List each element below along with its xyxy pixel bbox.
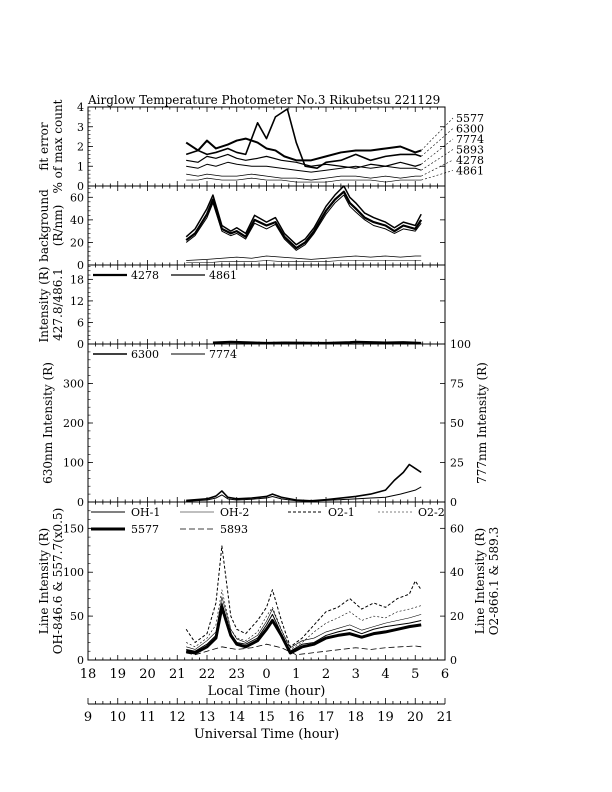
series-fit-error-4278	[186, 174, 421, 180]
line-intensity-legend-label: 5893	[220, 523, 248, 536]
oxygen-red-ytick-right-label: 100	[450, 338, 471, 351]
line-intensity-ylabel-right: Line Intensity (R)	[473, 527, 487, 635]
fit-error-ytick-label: 4	[77, 101, 84, 114]
fit-error-ytick-label: 2	[77, 140, 84, 154]
series-background-bg-e	[186, 260, 421, 262]
ut-tick-label: 19	[377, 710, 394, 725]
ut-tick-label: 15	[258, 710, 275, 725]
background-ytick-label: 40	[70, 213, 84, 227]
oxygen-red-ytick-label: 300	[63, 377, 84, 391]
line-intensity-ylabel-right: O2-866.1 & 589.3	[487, 526, 501, 636]
fit-error-ylabel: fit error	[37, 122, 51, 171]
series-background-bg-d	[186, 256, 421, 261]
panel-line-intensity	[37, 502, 501, 667]
line-intensity-legend-label: O2-1	[328, 506, 355, 519]
oxygen-red-frame	[88, 344, 445, 502]
fit-error-right-label: 5577	[456, 112, 484, 125]
series-blue-intensity-4861	[213, 343, 421, 344]
oxygen-red-ylabel-right: 777nm Intensity (R)	[475, 362, 489, 484]
ut-tick-label: 20	[406, 710, 424, 725]
fit-error-ytick-label: 1	[77, 160, 84, 174]
ut-tick-label: 9	[83, 710, 93, 725]
line-intensity-legend-label: 5577	[131, 523, 159, 536]
line-intensity-ytick-label: 100	[63, 566, 84, 580]
background-ytick-label: 60	[70, 191, 84, 205]
local-time-tick-label: 5	[411, 667, 420, 682]
fit-error-right-connector	[421, 118, 453, 150]
oxygen-red-ytick-right-label: 0	[450, 496, 457, 509]
fit-error-right-connector	[421, 129, 453, 157]
oxygen-red-ytick-right-label: 25	[450, 456, 464, 470]
panel-blue-intensity	[37, 265, 445, 351]
local-time-label: Local Time (hour)	[207, 684, 326, 699]
ut-tick-label: 12	[168, 710, 186, 725]
local-time-tick-label: 1	[292, 667, 301, 682]
oxygen-red-ylabel: 630nm Intensity (R)	[41, 362, 55, 484]
local-time-tick-label: 18	[79, 667, 97, 682]
oxygen-red-ytick-label: 0	[77, 496, 84, 509]
line-intensity-legend-label: OH-1	[131, 506, 161, 519]
background-ytick-label: 0	[77, 259, 84, 272]
line-intensity-ytick-label: 50	[70, 610, 84, 624]
oxygen-red-legend-label: 6300	[131, 348, 159, 361]
line-intensity-ytick-label: 0	[77, 654, 84, 667]
local-time-tick-label: 0	[262, 667, 271, 682]
oxygen-red-legend-label: 7774	[209, 348, 237, 361]
line-intensity-ytick-right-label: 20	[450, 610, 464, 624]
blue-intensity-ylabel: Intensity (R)	[37, 266, 51, 343]
ut-tick-label: 10	[109, 710, 127, 725]
ut-tick-label: 18	[347, 710, 365, 725]
line-intensity-ylabel: Line Intensity (R)	[37, 527, 51, 635]
blue-intensity-ytick-label: 6	[77, 316, 84, 330]
fit-error-right-label: 5893	[456, 143, 484, 157]
fit-error-right-label: 4861	[456, 164, 484, 178]
panel-fit-error	[37, 99, 484, 193]
fit-error-right-label: 7774	[456, 133, 484, 146]
oxygen-red-ytick-label: 100	[63, 456, 84, 470]
line-intensity-legend-label: O2-2	[418, 506, 445, 519]
panel-oxygen-red	[41, 338, 489, 509]
fit-error-right-connector	[421, 160, 453, 176]
line-intensity-ytick-right-label: 0	[450, 654, 457, 667]
blue-intensity-legend-label: 4278	[131, 269, 159, 282]
oxygen-red-ytick-right-label: 75	[450, 377, 464, 391]
background-ylabel: background	[37, 189, 51, 262]
local-time-tick-label: 6	[440, 667, 450, 682]
local-time-tick-label: 20	[139, 667, 156, 682]
local-time-tick-label: 22	[198, 667, 216, 682]
fit-error-ytick-label: 3	[77, 120, 84, 134]
local-time-tick-label: 23	[228, 667, 246, 682]
line-intensity-ytick-right-label: 40	[450, 566, 464, 580]
time-axes	[80, 667, 454, 742]
figure-title: Airglow Temperature Photometer No.3 Rikubetsu 221129	[88, 93, 441, 107]
panel-background	[37, 186, 445, 272]
oxygen-red-ytick-label: 200	[63, 417, 84, 430]
line-intensity-ylabel: OH-846.6 & 557.7(x0.5)	[51, 507, 65, 655]
background-ytick-label: 20	[70, 236, 84, 250]
ut-tick-label: 13	[198, 710, 216, 725]
fit-error-right-connector	[421, 150, 453, 171]
series-line-intensity-5577	[186, 607, 421, 653]
blue-intensity-ytick-label: 18	[70, 273, 84, 287]
fit-error-ylabel: % of max count	[51, 99, 65, 194]
line-intensity-ytick-label: 150	[63, 522, 84, 536]
line-intensity-legend-label: OH-2	[220, 506, 250, 519]
blue-intensity-ylabel: 427.8/486.1	[51, 268, 65, 341]
blue-intensity-ytick-label: 12	[70, 294, 84, 308]
blue-intensity-ytick-label: 0	[77, 338, 84, 351]
ut-tick-label: 16	[287, 710, 305, 725]
fit-error-right-label: 4278	[456, 154, 484, 167]
fit-error-ytick-label: 0	[77, 180, 84, 193]
ut-tick-label: 11	[139, 710, 156, 725]
fit-error-right-label: 6300	[456, 122, 484, 136]
series-background-bg-b	[186, 186, 421, 245]
local-time-tick-label: 21	[168, 667, 186, 682]
local-time-tick-label: 2	[321, 667, 331, 682]
fit-error-frame	[88, 107, 445, 186]
background-ylabel: (R/nm)	[51, 204, 65, 247]
ut-tick-label: 21	[436, 710, 454, 725]
oxygen-red-ytick-right-label: 50	[450, 417, 464, 430]
line-intensity-ytick-right-label: 60	[450, 522, 464, 536]
fit-error-right-connector	[421, 171, 453, 181]
ut-tick-label: 17	[317, 710, 335, 725]
local-time-tick-label: 4	[381, 667, 390, 682]
blue-intensity-legend-label: 4861	[209, 269, 237, 282]
panels	[37, 99, 501, 667]
local-time-tick-label: 19	[109, 667, 127, 682]
ut-tick-label: 14	[228, 710, 246, 725]
local-time-tick-label: 3	[351, 667, 360, 682]
universal-time-label: Universal Time (hour)	[193, 727, 340, 742]
